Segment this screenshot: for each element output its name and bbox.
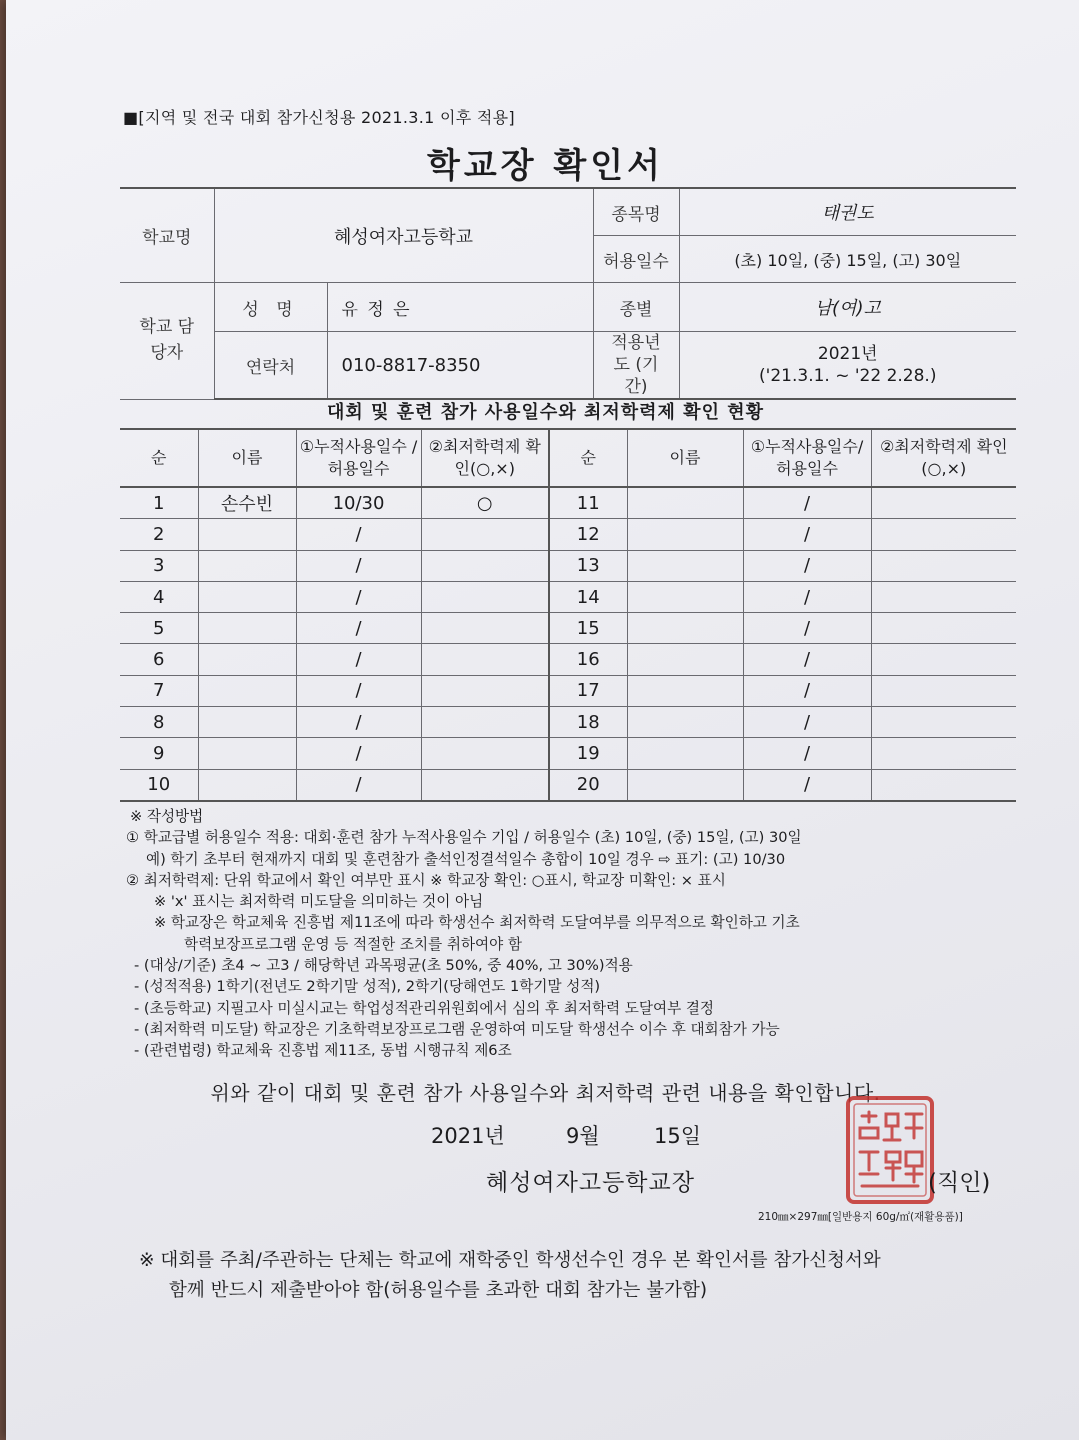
name-label: 성 명 bbox=[214, 283, 327, 332]
row-no-left: 6 bbox=[120, 644, 198, 675]
row-check-right bbox=[871, 519, 1016, 550]
row-days-right: / bbox=[743, 519, 871, 550]
row-name-left: 손수빈 bbox=[198, 487, 296, 519]
row-name-left bbox=[198, 769, 296, 801]
table-row bbox=[120, 644, 1016, 675]
footnote bbox=[139, 1246, 881, 1306]
row-no-left: 1 bbox=[120, 487, 198, 519]
row-name-left bbox=[198, 613, 296, 644]
row-days-right: / bbox=[743, 613, 871, 644]
note-example: 예) 학기 초부터 현재까지 대회 및 훈련참가 출석인정결석일수 총합이 10일 경우 ⇨ 표기: (고) 10/30 bbox=[146, 850, 786, 868]
row-days-left: / bbox=[296, 519, 421, 550]
row-no-left: 2 bbox=[120, 519, 198, 550]
col-days-right: ①누적사용일수/ 허용일수 bbox=[743, 429, 871, 487]
status-table bbox=[120, 428, 1016, 802]
row-name-left bbox=[198, 707, 296, 738]
row-check-right bbox=[871, 487, 1016, 519]
sport-value: 태권도 bbox=[679, 188, 1016, 236]
row-days-left: / bbox=[296, 644, 421, 675]
manager-name: 유 정 은 bbox=[327, 283, 593, 332]
note-heading: ※ 작성방법 bbox=[130, 808, 204, 825]
note-principal-duty: ※ 학교장은 학교체육 진흥법 제11조에 따라 학생선수 최저학력 도달여부를 의무적으로 확인하고 기초 bbox=[154, 914, 800, 932]
manager-label: 학교 담당자 bbox=[120, 283, 214, 400]
table-row bbox=[120, 675, 1016, 706]
row-days-right: / bbox=[743, 487, 871, 519]
table-row bbox=[120, 707, 1016, 738]
contact-value: 010-8817-8350 bbox=[327, 332, 593, 400]
col-check-left: ②최저학력제 확인(○,×) bbox=[421, 429, 549, 487]
note-elementary: - (초등학교) 지필고사 미실시교는 학업성적관리위원회에서 심의 후 최저학력 도달여부 결정 bbox=[134, 999, 715, 1017]
row-days-left: / bbox=[296, 581, 421, 612]
col-days-left: ①누적사용일수 /허용일수 bbox=[296, 429, 421, 487]
allowed-days-label: 허용일수 bbox=[593, 236, 679, 283]
instructions bbox=[126, 806, 1016, 1062]
row-check-left bbox=[421, 550, 549, 581]
row-days-left: / bbox=[296, 738, 421, 769]
row-no-left: 4 bbox=[120, 581, 198, 612]
row-no-right: 19 bbox=[549, 738, 627, 769]
note-item-2: ② 최저학력제: 단위 학교에서 확인 여부만 표시 ※ 학교장 확인: ○표시, 학교장 미확인: × 표시 bbox=[126, 871, 726, 889]
row-check-right bbox=[871, 550, 1016, 581]
row-no-right: 14 bbox=[549, 581, 627, 612]
contact-label: 연락처 bbox=[214, 332, 327, 400]
row-check-right bbox=[871, 707, 1016, 738]
row-no-right: 16 bbox=[549, 644, 627, 675]
row-no-left: 8 bbox=[120, 707, 198, 738]
school-name: 혜성여자고등학교 bbox=[214, 188, 593, 283]
official-seal-stamp bbox=[844, 1094, 936, 1206]
date-day: 15일 bbox=[654, 1124, 702, 1148]
table-row bbox=[120, 487, 1016, 519]
row-check-right bbox=[871, 613, 1016, 644]
row-name-left bbox=[198, 675, 296, 706]
row-name-right bbox=[627, 644, 743, 675]
row-check-left bbox=[421, 769, 549, 801]
row-no-left: 10 bbox=[120, 769, 198, 801]
row-check-right bbox=[871, 769, 1016, 801]
row-no-left: 3 bbox=[120, 550, 198, 581]
table-row bbox=[120, 613, 1016, 644]
row-check-left bbox=[421, 519, 549, 550]
paper-spec: 210㎜×297㎜[일반용지 60g/㎡(재활용품)] bbox=[758, 1211, 963, 1223]
table-row bbox=[120, 581, 1016, 612]
row-name-right bbox=[627, 769, 743, 801]
table-row bbox=[120, 519, 1016, 550]
note-target: - (대상/기준) 초4 ~ 고3 / 해당학년 과목평균(초 50%, 중 40%, 고 30%)적용 bbox=[134, 957, 633, 975]
row-days-left: / bbox=[296, 707, 421, 738]
row-name-right bbox=[627, 581, 743, 612]
row-name-left bbox=[198, 550, 296, 581]
row-days-right: / bbox=[743, 644, 871, 675]
row-name-left bbox=[198, 644, 296, 675]
row-check-left bbox=[421, 675, 549, 706]
status-table-header bbox=[120, 429, 1016, 487]
document-page bbox=[6, 0, 1079, 1440]
row-check-right bbox=[871, 581, 1016, 612]
note-grades: - (성적적용) 1학기(전년도 2학기말 성적), 2학기(당해연도 1학기말 성적) bbox=[134, 978, 601, 996]
row-no-left: 9 bbox=[120, 738, 198, 769]
confirmation-statement: 위와 같이 대회 및 훈련 참가 사용일수와 최저학력 관련 내용을 확인합니다. bbox=[210, 1081, 881, 1105]
col-check-right: ②최저학력제 확인(○,×) bbox=[871, 429, 1016, 487]
year-value: 2021년 bbox=[817, 344, 878, 365]
row-name-right bbox=[627, 738, 743, 769]
row-no-right: 12 bbox=[549, 519, 627, 550]
row-no-right: 20 bbox=[549, 769, 627, 801]
row-days-left: 10/30 bbox=[296, 487, 421, 519]
col-no-left: 순 bbox=[120, 429, 198, 487]
table-row bbox=[120, 738, 1016, 769]
row-check-left bbox=[421, 738, 549, 769]
row-name-right bbox=[627, 519, 743, 550]
table-row bbox=[120, 550, 1016, 581]
school-label: 학교명 bbox=[120, 188, 214, 283]
gender-value: 남(여)고 bbox=[679, 283, 1016, 332]
row-no-left: 5 bbox=[120, 613, 198, 644]
row-name-left bbox=[198, 738, 296, 769]
row-name-right bbox=[627, 487, 743, 519]
note-law: - (관련법령) 학교체육 진흥법 제11조, 동법 시행규칙 제6조 bbox=[134, 1042, 512, 1060]
row-days-left: / bbox=[296, 613, 421, 644]
col-no-right: 순 bbox=[549, 429, 627, 487]
row-name-right bbox=[627, 550, 743, 581]
footnote-line-1: ※ 대회를 주최/주관하는 단체는 학교에 재학중인 학생선수인 경우 본 확인서를 참가신청서와 bbox=[139, 1250, 881, 1271]
row-check-right bbox=[871, 675, 1016, 706]
row-name-right bbox=[627, 707, 743, 738]
row-no-right: 15 bbox=[549, 613, 627, 644]
date-month: 9월 bbox=[566, 1124, 600, 1148]
col-name-left: 이름 bbox=[198, 429, 296, 487]
principal-title: 혜성여자고등학교장 bbox=[486, 1170, 695, 1196]
year-cell bbox=[679, 332, 1016, 400]
footnote-line-2: 함께 반드시 제출받아야 함(허용일수를 초과한 대회 참가는 불가함) bbox=[169, 1280, 708, 1301]
row-days-right: / bbox=[743, 738, 871, 769]
year-label: 적용년도 (기간) bbox=[593, 332, 679, 400]
row-days-right: / bbox=[743, 707, 871, 738]
row-name-right bbox=[627, 613, 743, 644]
row-days-right: / bbox=[743, 675, 871, 706]
seal-label: (직인) bbox=[928, 1170, 991, 1196]
note-principal-duty-cont: 학력보장프로그램 운영 등 적절한 조치를 취하여야 함 bbox=[184, 935, 522, 953]
row-check-left bbox=[421, 613, 549, 644]
row-no-right: 18 bbox=[549, 707, 627, 738]
gender-label: 종별 bbox=[593, 283, 679, 332]
row-check-right bbox=[871, 738, 1016, 769]
table-row bbox=[120, 769, 1016, 801]
row-days-left: / bbox=[296, 769, 421, 801]
sport-label: 종목명 bbox=[593, 188, 679, 236]
row-check-left bbox=[421, 644, 549, 675]
row-no-right: 17 bbox=[549, 675, 627, 706]
row-no-right: 11 bbox=[549, 487, 627, 519]
date-year: 2021년 bbox=[431, 1124, 505, 1148]
row-check-left: ○ bbox=[421, 487, 549, 519]
note-item-1: ① 학교급별 허용일수 적용: 대회·훈련 참가 누적사용일수 기입 / 허용일수 (초) 10일, (중) 15일, (고) 30일 bbox=[126, 829, 802, 847]
document-title: 학교장 확인서 bbox=[427, 146, 664, 186]
row-no-right: 13 bbox=[549, 550, 627, 581]
row-days-right: / bbox=[743, 581, 871, 612]
applied-note: ■[지역 및 전국 대회 참가신청용 2021.3.1 이후 적용] bbox=[123, 108, 515, 127]
period-value: ('21.3.1. ~ '22 2.28.) bbox=[759, 366, 937, 387]
row-no-left: 7 bbox=[120, 675, 198, 706]
row-name-left bbox=[198, 581, 296, 612]
info-table bbox=[120, 187, 1016, 400]
col-name-right: 이름 bbox=[627, 429, 743, 487]
row-check-right bbox=[871, 644, 1016, 675]
row-name-right bbox=[627, 675, 743, 706]
row-days-right: / bbox=[743, 769, 871, 801]
row-check-left bbox=[421, 707, 549, 738]
note-below-min: - (최저학력 미도달) 학교장은 기초학력보장프로그램 운영하여 미도달 학생선수 이수 후 대회참가 가능 bbox=[134, 1020, 780, 1038]
row-days-left: / bbox=[296, 675, 421, 706]
section-title: 대회 및 훈련 참가 사용일수와 최저학력제 확인 현황 bbox=[326, 402, 764, 423]
note-x-meaning: ※ 'x' 표시는 최저학력 미도달을 의미하는 것이 아님 bbox=[154, 893, 484, 911]
allowed-days-value: (초) 10일, (중) 15일, (고) 30일 bbox=[679, 236, 1016, 283]
row-name-left bbox=[198, 519, 296, 550]
row-days-right: / bbox=[743, 550, 871, 581]
row-check-left bbox=[421, 581, 549, 612]
row-days-left: / bbox=[296, 550, 421, 581]
